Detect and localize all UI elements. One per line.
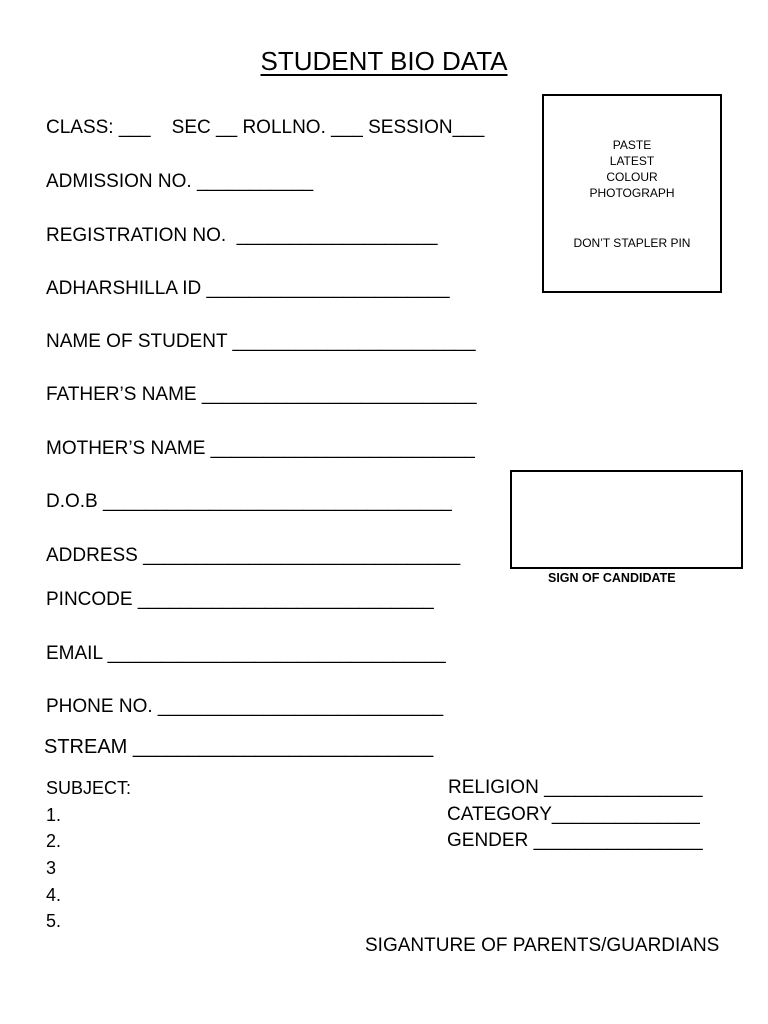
student-name-field: NAME OF STUDENT _______________________ <box>46 331 476 352</box>
subject-item-1: 1. <box>46 805 62 825</box>
gender-field: GENDER ________________ <box>447 830 703 851</box>
subject-label: SUBJECT: <box>46 778 132 798</box>
phone-no-field: PHONE NO. ___________________________ <box>46 696 444 717</box>
subject-item-5: 5. <box>46 911 62 931</box>
subject-item-2: 2. <box>46 831 62 851</box>
guardian-signature-label: SIGANTURE OF PARENTS/GUARDIANS <box>365 935 720 956</box>
photo-line-colour: COLOUR <box>606 170 658 184</box>
form-title <box>0 44 768 78</box>
candidate-signature-label: SIGN OF CANDIDATE <box>548 571 676 585</box>
adharshilla-id-field: ADHARSHILLA ID _______________________ <box>46 278 450 299</box>
registration-no-field: REGISTRATION NO. ___________________ <box>46 225 438 246</box>
father-name-field: FATHER’S NAME __________________________ <box>46 384 477 405</box>
address-field: ADDRESS ______________________________ <box>46 545 461 566</box>
photo-line-paste: PASTE <box>612 138 652 152</box>
candidate-signature-box <box>510 470 743 569</box>
photo-line-latest: LATEST <box>609 154 655 168</box>
religion-field: RELIGION _______________ <box>448 777 703 798</box>
photo-box <box>542 94 722 293</box>
category-field: CATEGORY______________ <box>447 804 700 825</box>
class-section-rollno-session-field: CLASS: ___ SEC __ ROLLNO. ___ SESSION___ <box>46 117 485 138</box>
photo-line-photograph: PHOTOGRAPH <box>589 186 675 200</box>
dob-field: D.O.B _________________________________ <box>46 491 452 512</box>
subject-item-4: 4. <box>46 885 62 905</box>
subject-item-3: 3 <box>46 858 57 878</box>
admission-no-field: ADMISSION NO. ___________ <box>46 171 314 192</box>
photo-instructions <box>544 137 720 201</box>
pincode-field: PINCODE ____________________________ <box>46 589 434 610</box>
email-field: EMAIL ________________________________ <box>46 643 446 664</box>
stream-field: STREAM ___________________________ <box>44 736 434 758</box>
photo-note: DON’T STAPLER PIN <box>573 236 691 250</box>
mother-name-field: MOTHER’S NAME _________________________ <box>46 438 475 459</box>
form-title-text: STUDENT BIO DATA <box>260 46 508 76</box>
